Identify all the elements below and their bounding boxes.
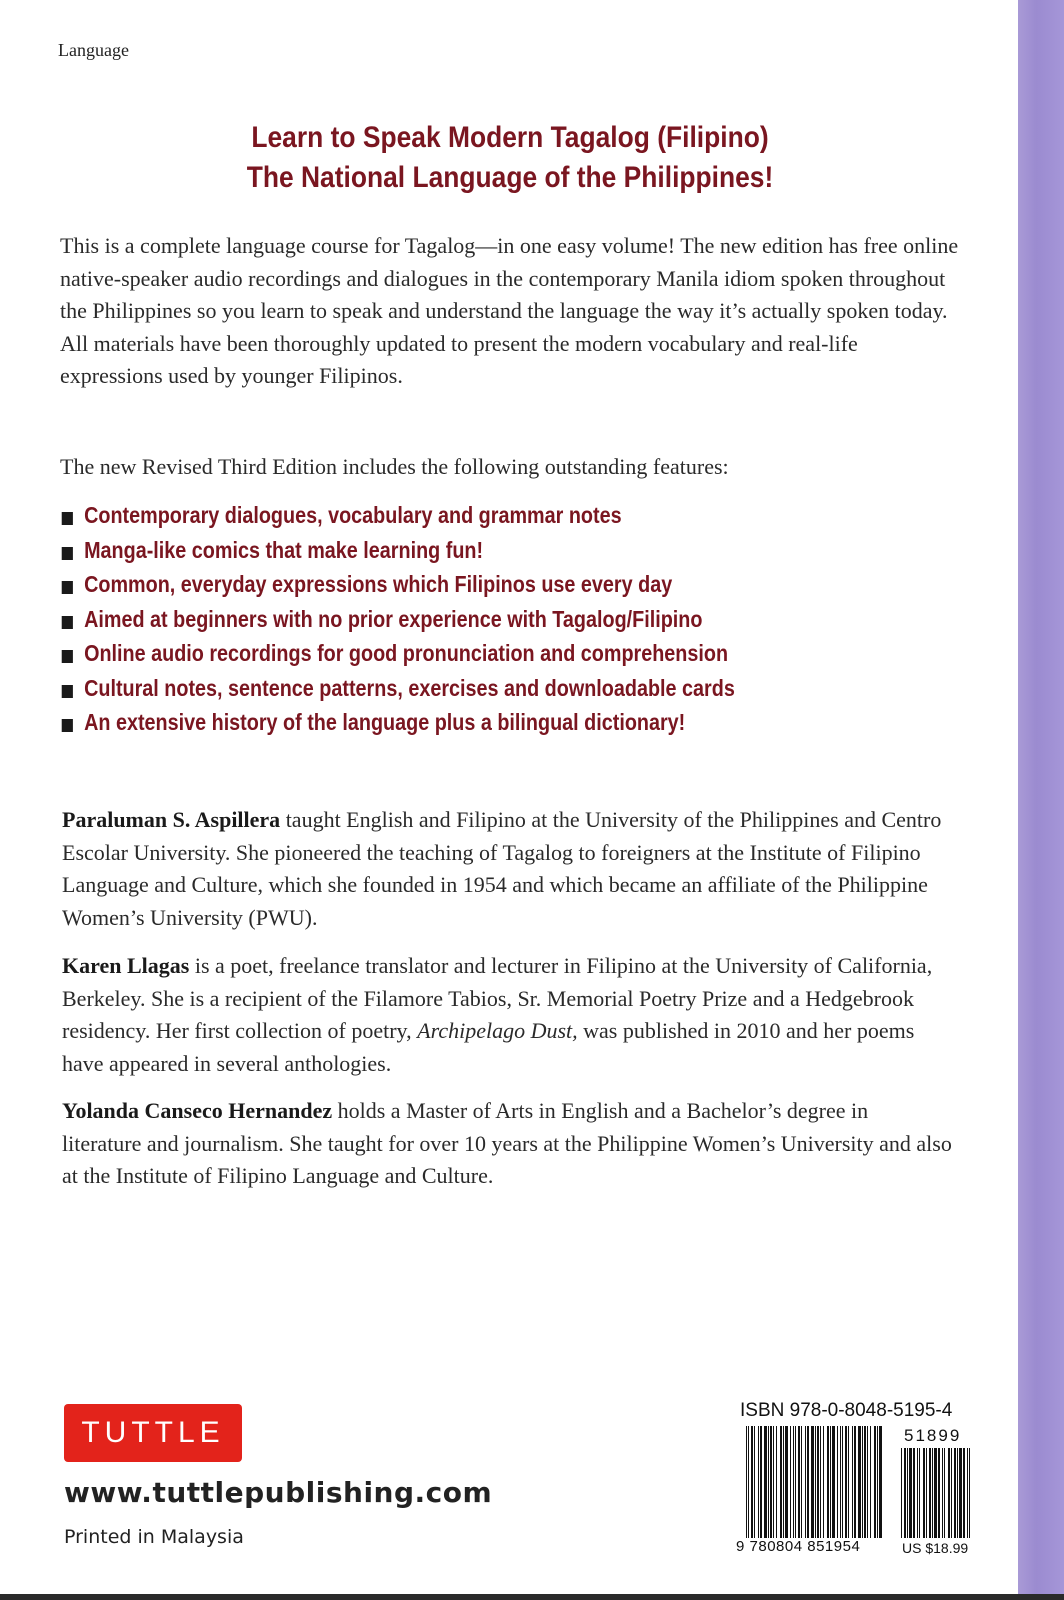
feature-text: Online audio recordings for good pronunciation and comprehension bbox=[84, 640, 729, 666]
feature-text: Common, everyday expressions which Filipinos use every day bbox=[84, 571, 673, 597]
square-bullet-icon bbox=[62, 685, 73, 698]
square-bullet-icon bbox=[62, 650, 73, 663]
features-intro: The new Revised Third Edition includes the following outstanding features: bbox=[60, 454, 729, 479]
printed-in-label: Printed in Malaysia bbox=[64, 1526, 244, 1548]
category-label: Language bbox=[58, 40, 129, 60]
author-bio-text: is a poet, freelance translator and lecturer in Filipino at the University of California, Berkeley. She is a recipient of the Filamore Tabios, Sr. Memorial Poetry Prize and a Hedgebrook residency. Her first collection of poetry, bbox=[62, 953, 933, 1043]
barcode-addon-digits: 51899 bbox=[904, 1426, 962, 1445]
author-bio-hernandez bbox=[62, 1095, 952, 1193]
feature-item bbox=[60, 567, 735, 602]
author-bio-aspillera bbox=[62, 804, 952, 934]
addon-barcode-icon bbox=[901, 1448, 971, 1538]
author-bio-text: holds a Master of Arts in English and a Bachelor’s degree in literature and journalism. She taught for over 10 years at the Philippine Women’s University and also at the Institute of Filipino Language and Culture. bbox=[62, 1098, 952, 1188]
headline-line-2: The National Language of the Philippines! bbox=[246, 161, 774, 194]
headline-line-1: Learn to Speak Modern Tagalog (Filipino) bbox=[251, 121, 769, 154]
publisher-website: www.tuttlepublishing.com bbox=[64, 1476, 493, 1509]
feature-text: An extensive history of the language plus a bilingual dictionary! bbox=[84, 709, 686, 735]
isbn-label: ISBN 978-0-8048-5195-4 bbox=[740, 1400, 953, 1421]
author-name: Karen Llagas bbox=[62, 953, 190, 978]
square-bullet-icon bbox=[62, 719, 73, 732]
cover-bottom-edge bbox=[0, 1594, 1064, 1600]
square-bullet-icon bbox=[62, 547, 73, 560]
barcode-block bbox=[736, 1426, 976, 1566]
feature-item bbox=[60, 498, 735, 533]
feature-text: Aimed at beginners with no prior experience with Tagalog/Filipino bbox=[84, 605, 703, 632]
feature-item bbox=[60, 671, 735, 706]
spine-strip bbox=[1018, 0, 1064, 1600]
square-bullet-icon bbox=[62, 616, 73, 629]
feature-item bbox=[60, 705, 735, 740]
feature-text: Contemporary dialogues, vocabulary and grammar notes bbox=[84, 502, 622, 528]
ean-barcode-icon bbox=[746, 1426, 884, 1538]
author-bio-text-end: was published in 2010 and her poems have appeared in several anthologies. bbox=[62, 1018, 915, 1076]
square-bullet-icon bbox=[62, 512, 73, 525]
barcode-ean-digits: 9 780804 851954 bbox=[736, 1538, 861, 1555]
book-title: Archipelago Dust, bbox=[417, 1018, 578, 1043]
feature-text: Manga-like comics that make learning fun! bbox=[84, 536, 484, 563]
author-name: Yolanda Canseco Hernandez bbox=[62, 1098, 333, 1123]
headline bbox=[114, 118, 906, 198]
features-list bbox=[60, 498, 845, 740]
author-bio-llagas bbox=[62, 950, 952, 1080]
feature-item bbox=[60, 636, 735, 671]
intro-paragraph: This is a complete language course for Tagalog—in one easy volume! The new edition has free online native-speaker audio recordings and dialogues in the contemporary Manila idiom spoken throughout the Philippines so you learn to speak and understand the language the way it’s actually spoken today. All materials have been thoroughly updated to present the modern vocabulary and real-life expressions used by younger Filipinos. bbox=[60, 233, 959, 388]
square-bullet-icon bbox=[62, 581, 73, 594]
price-label: US $18.99 bbox=[902, 1540, 969, 1556]
author-name: Paraluman S. Aspillera bbox=[62, 807, 281, 832]
feature-text: Cultural notes, sentence patterns, exercises and downloadable cards bbox=[84, 674, 735, 701]
feature-item bbox=[60, 602, 735, 637]
tuttle-logo: TUTTLE bbox=[64, 1404, 242, 1462]
author-bio-text: taught English and Filipino at the University of the Philippines and Centro Escolar University. She pioneered the teaching of Tagalog to foreigners at the Institute of Filipino Language and Culture, which she founded in 1954 and which became an affiliate of the Philippine Women’s University (PWU). bbox=[62, 807, 942, 930]
feature-item bbox=[60, 533, 735, 568]
